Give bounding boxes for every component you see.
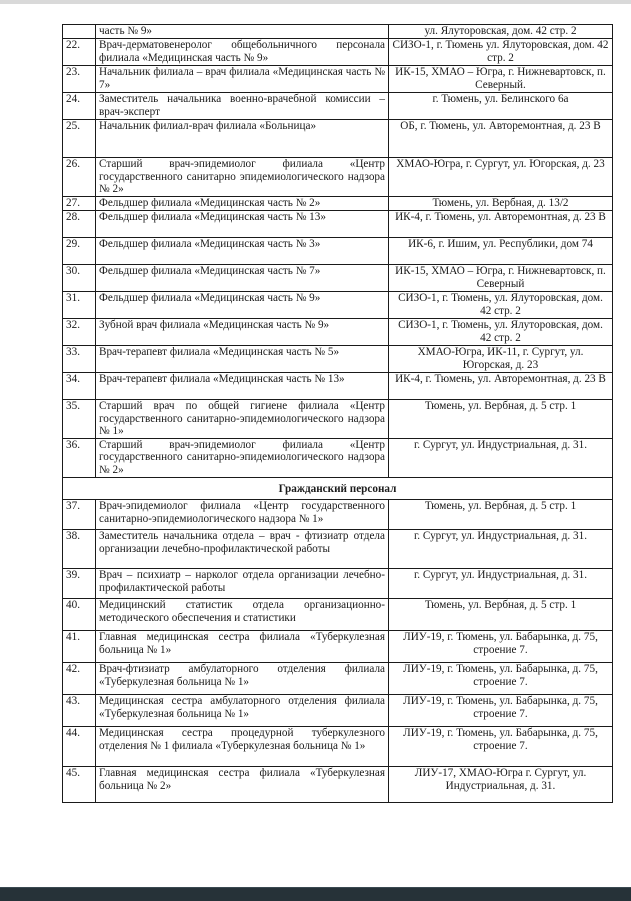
staff-table	[62, 24, 613, 803]
table-row	[63, 120, 613, 158]
address-cell: ЛИУ-19, г. Тюмень, ул. Бабарынка, д. 75, строение 7.	[389, 695, 613, 727]
section-header-row	[63, 477, 613, 500]
row-number: 37.	[63, 500, 96, 530]
address-cell: ИК-15, ХМАО – Югра, г. Нижневартовск, п. Северный	[389, 265, 613, 292]
row-number	[63, 25, 96, 39]
position-cell: Заместитель начальника военно-врачебной комиссии – врач-эксперт	[96, 93, 389, 120]
position-cell: Врач-терапевт филиала «Медицинская часть № 5»	[96, 346, 389, 373]
table-row	[63, 211, 613, 238]
row-number: 45.	[63, 767, 96, 803]
position-cell: Начальник филиал-врач филиала «Больница»	[96, 120, 389, 158]
row-number: 42.	[63, 663, 96, 695]
row-number: 30.	[63, 265, 96, 292]
civilian-staff-rows	[63, 500, 613, 803]
address-cell: СИЗО-1, г. Тюмень, ул. Ялуторовская, дом. 42 стр. 2	[389, 319, 613, 346]
row-number: 33.	[63, 346, 96, 373]
position-cell: Фельдшер филиала «Медицинская часть № 2»	[96, 197, 389, 211]
row-number: 31.	[63, 292, 96, 319]
address-cell: ЛИУ-19, г. Тюмень, ул. Бабарынка, д. 75, строение 7.	[389, 663, 613, 695]
position-cell: Старший врач по общей гигиене филиала «Центр государственного санитарно-эпидемиологического надзора № 1»	[96, 400, 389, 439]
row-number: 29.	[63, 238, 96, 265]
position-cell: Главная медицинская сестра филиала «Туберкулезная больница № 2»	[96, 767, 389, 803]
table-row	[63, 292, 613, 319]
table-row	[63, 663, 613, 695]
address-cell: г. Сургут, ул. Индустриальная, д. 31.	[389, 569, 613, 599]
row-number: 23.	[63, 66, 96, 93]
position-cell: Фельдшер филиала «Медицинская часть № 7»	[96, 265, 389, 292]
address-cell: ИК-4, г. Тюмень, ул. Авторемонтная, д. 23 В	[389, 373, 613, 400]
military-staff-rows	[63, 25, 613, 478]
civilian-section	[63, 477, 613, 500]
table-row	[63, 346, 613, 373]
table-row	[63, 695, 613, 727]
address-cell: ИК-15, ХМАО – Югра, г. Нижневартовск, п. Северный.	[389, 66, 613, 93]
address-cell: ИК-6, г. Ишим, ул. Республики, дом 74	[389, 238, 613, 265]
row-number: 32.	[63, 319, 96, 346]
address-cell: ХМАО-Югра, ИК-11, г. Сургут, ул. Югорская, д. 23	[389, 346, 613, 373]
address-cell: Тюмень, ул. Вербная, д. 13/2	[389, 197, 613, 211]
row-number: 34.	[63, 373, 96, 400]
table-row	[63, 197, 613, 211]
position-cell: Врач – психиатр – нарколог отдела организации лечебно-профилактической работы	[96, 569, 389, 599]
address-cell: ЛИУ-19, г. Тюмень, ул. Бабарынка, д. 75, строение 7.	[389, 631, 613, 663]
row-number: 40.	[63, 599, 96, 631]
position-cell: Врач-фтизиатр амбулаторного отделения филиала «Туберкулезная больница № 1»	[96, 663, 389, 695]
position-cell: Медицинский статистик отдела организационно-методического обеспечения и статистики	[96, 599, 389, 631]
table-row	[63, 400, 613, 439]
table-row	[63, 66, 613, 93]
row-number: 25.	[63, 120, 96, 158]
table-row	[63, 500, 613, 530]
position-cell: Зубной врач филиала «Медицинская часть № 9»	[96, 319, 389, 346]
position-cell: Старший врач-эпидемиолог филиала «Центр государственного санитарно эпидемиологического надзора № 2»	[96, 158, 389, 197]
position-cell: Фельдшер филиала «Медицинская часть № 9»	[96, 292, 389, 319]
position-cell: Медицинская сестра процедурной туберкулезного отделения № 1 филиала «Туберкулезная больница № 1»	[96, 727, 389, 767]
address-cell: Тюмень, ул. Вербная, д. 5 стр. 1	[389, 500, 613, 530]
position-cell: Врач-эпидемиолог филиала «Центр государственного санитарно-эпидемиологического надзора № 1»	[96, 500, 389, 530]
section-title: Гражданский персонал	[63, 477, 613, 500]
position-cell: Главная медицинская сестра филиала «Туберкулезная больница № 1»	[96, 631, 389, 663]
address-cell: ИК-4, г. Тюмень, ул. Авторемонтная, д. 23 В	[389, 211, 613, 238]
position-cell: Начальник филиала – врач филиала «Медицинская часть № 7»	[96, 66, 389, 93]
table-row	[63, 158, 613, 197]
address-cell: СИЗО-1, г. Тюмень ул. Ялуторовская, дом. 42 стр. 2	[389, 39, 613, 66]
document-page	[0, 4, 631, 887]
position-cell: Медицинская сестра амбулаторного отделения филиала «Туберкулезная больница № 1»	[96, 695, 389, 727]
row-number: 43.	[63, 695, 96, 727]
row-number: 38.	[63, 530, 96, 569]
position-cell: часть № 9»	[96, 25, 389, 39]
row-number: 24.	[63, 93, 96, 120]
address-cell: ул. Ялуторовская, дом. 42 стр. 2	[389, 25, 613, 39]
address-cell: ОБ, г. Тюмень, ул. Авторемонтная, д. 23 В	[389, 120, 613, 158]
table-row	[63, 373, 613, 400]
row-number: 39.	[63, 569, 96, 599]
address-cell: ХМАО-Югра, г. Сургут, ул. Югорская, д. 23	[389, 158, 613, 197]
row-number: 28.	[63, 211, 96, 238]
table-row	[63, 727, 613, 767]
address-cell: ЛИУ-19, г. Тюмень, ул. Бабарынка, д. 75, строение 7.	[389, 727, 613, 767]
row-number: 44.	[63, 727, 96, 767]
row-number: 22.	[63, 39, 96, 66]
row-number: 27.	[63, 197, 96, 211]
table-row	[63, 599, 613, 631]
address-cell: СИЗО-1, г. Тюмень, ул. Ялуторовская, дом. 42 стр. 2	[389, 292, 613, 319]
address-cell: Тюмень, ул. Вербная, д. 5 стр. 1	[389, 599, 613, 631]
position-cell: Старший врач-эпидемиолог филиала «Центр государственного санитарно-эпидемиологического надзора № 2»	[96, 438, 389, 477]
position-cell: Врач-терапевт филиала «Медицинская часть № 13»	[96, 373, 389, 400]
position-cell: Фельдшер филиала «Медицинская часть № 13»	[96, 211, 389, 238]
table-row	[63, 25, 613, 39]
address-cell: ЛИУ-17, ХМАО-Югра г. Сургут, ул. Индустриальная, д. 31.	[389, 767, 613, 803]
row-number: 41.	[63, 631, 96, 663]
table-row	[63, 238, 613, 265]
row-number: 36.	[63, 438, 96, 477]
viewer-bottom-bar	[0, 887, 631, 901]
address-cell: г. Сургут, ул. Индустриальная, д. 31.	[389, 438, 613, 477]
table-row	[63, 767, 613, 803]
address-cell: г. Тюмень, ул. Белинского 6а	[389, 93, 613, 120]
table-row	[63, 530, 613, 569]
table-row	[63, 438, 613, 477]
position-cell: Фельдшер филиала «Медицинская часть № 3»	[96, 238, 389, 265]
row-number: 35.	[63, 400, 96, 439]
table-row	[63, 39, 613, 66]
table-row	[63, 319, 613, 346]
table-row	[63, 265, 613, 292]
position-cell: Врач-дерматовенеролог общебольничного персонала филиала «Медицинская часть № 9»	[96, 39, 389, 66]
position-cell: Заместитель начальника отдела – врач - фтизиатр отдела организации лечебно-профилактической работы	[96, 530, 389, 569]
table-row	[63, 631, 613, 663]
address-cell: г. Сургут, ул. Индустриальная, д. 31.	[389, 530, 613, 569]
row-number: 26.	[63, 158, 96, 197]
table-row	[63, 569, 613, 599]
address-cell: Тюмень, ул. Вербная, д. 5 стр. 1	[389, 400, 613, 439]
table-row	[63, 93, 613, 120]
